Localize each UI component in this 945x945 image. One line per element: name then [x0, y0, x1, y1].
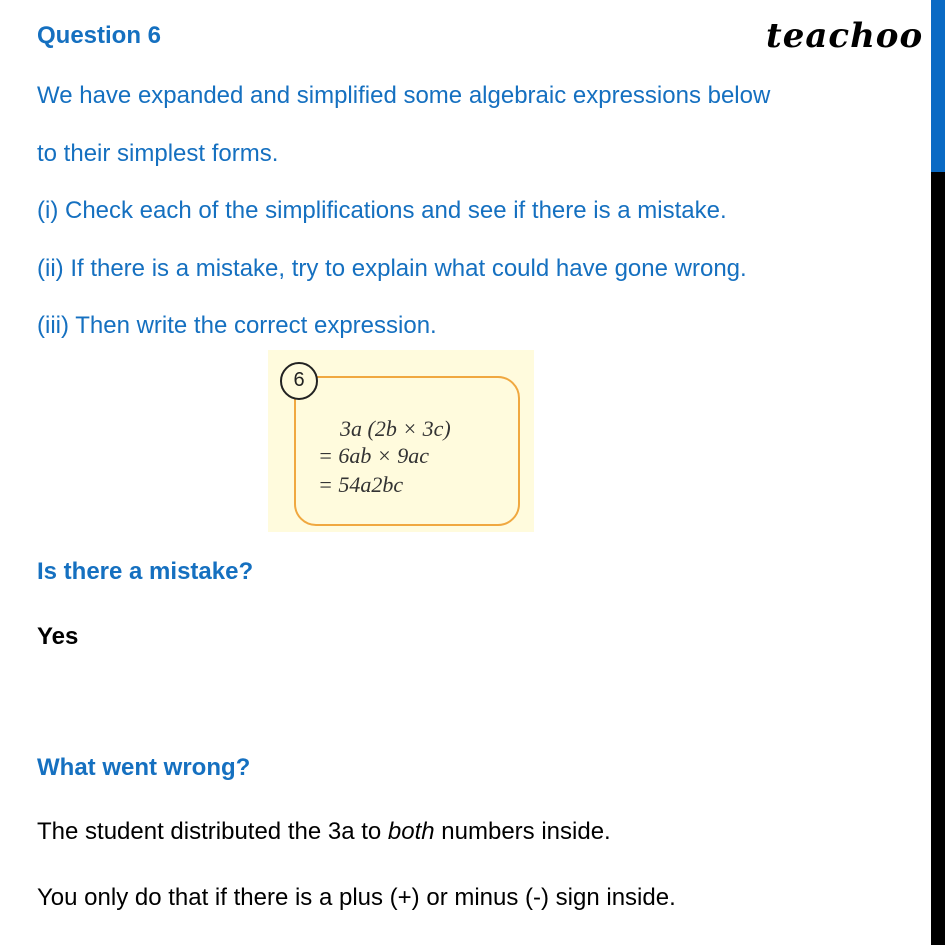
side-accent-bar: [931, 0, 945, 172]
expression-line: 3a (2b × 3c): [340, 416, 451, 441]
question-line: to their simplest forms.: [37, 140, 279, 167]
explanation-text: The student distributed the 3a to: [37, 818, 388, 845]
figure-number-badge: 6: [280, 362, 318, 400]
explanation-text: numbers inside.: [434, 818, 611, 845]
question-line: (i) Check each of the simplifications and see if there is a mistake.: [37, 197, 727, 224]
question-line: (ii) If there is a mistake, try to explain what could have gone wrong.: [37, 255, 747, 282]
wrong-heading: What went wrong?: [37, 754, 251, 781]
question-title: Question 6: [37, 22, 162, 49]
explanation-emphasis: both: [387, 818, 435, 845]
expression-figure: [268, 350, 534, 532]
expression-line: = 6ab × 9ac: [318, 443, 429, 468]
mistake-answer: Yes: [37, 623, 79, 650]
question-line: (iii) Then write the correct expression.: [37, 312, 437, 339]
side-dark-bar: [931, 172, 945, 945]
expression-line: = 54a2bc: [318, 472, 404, 497]
explanation-line-1: [37, 818, 611, 846]
mistake-heading: Is there a mistake?: [37, 558, 254, 585]
question-line: We have expanded and simplified some algebraic expressions below: [37, 82, 771, 109]
explanation-line-2: You only do that if there is a plus (+) or minus (-) sign inside.: [37, 884, 676, 911]
teachoo-logo: teachoo: [766, 16, 924, 56]
